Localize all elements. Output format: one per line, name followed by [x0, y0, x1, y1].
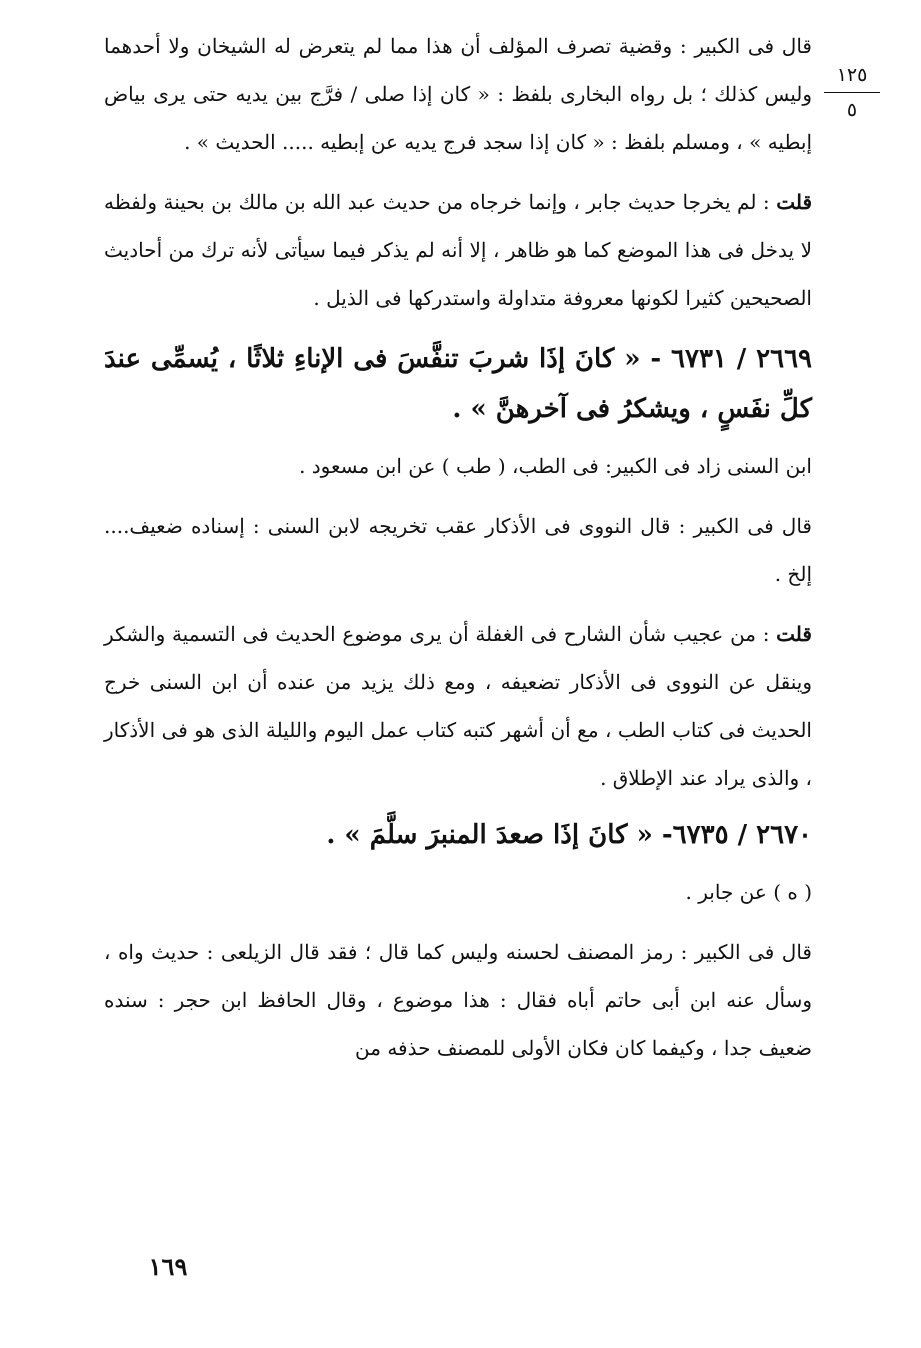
page-number: ١٦٩	[148, 1252, 188, 1281]
source-line-1: ابن السنى زاد فى الكبير: فى الطب، ( طب ) عن ابن مسعود .	[299, 454, 812, 478]
qult-text: : لم يخرجا حديث جابر ، وإنما خرجاه من حديث عبد الله بن مالك بن بحينة ولفظه لا يدخل فى هذا الموضع كما هو ظاهر ، إلا أنه لم يذكر فيما سيأتى لأنه ترك من أحاديث الصحيحين كثيرا لكونها معروفة متداولة واستدركها فى الذيل .	[104, 190, 812, 310]
margin-rule	[824, 92, 880, 93]
source-line-2: ( ه ) عن جابر .	[685, 880, 812, 904]
commentary-paragraph-2: قال فى الكبير : قال النووى فى الأذكار عقب تخريجه لابن السنى : إسناده ضعيف.... إلخ .	[104, 514, 812, 586]
qult-text: : من عجيب شأن الشارح فى الغفلة أن يرى موضوع الحديث فى التسمية والشكر وينقل عن النووى فى الأذكار تضعيفه ، ومع ذلك يزيد من عنده أن ابن السنى خرج الحديث فى كتاب الطب ، مع أن أشهر كتبه كتاب عمل اليوم والليلة الذى هو فى الأذكار ، والذى يراد عند الإطلاق .	[104, 622, 812, 790]
qult-label: قلت	[776, 190, 813, 214]
margin-ref-bottom: ٥	[846, 99, 858, 121]
qult-paragraph-2	[104, 610, 812, 802]
qult-paragraph-1	[104, 178, 812, 322]
commentary-paragraph-3: قال فى الكبير : رمز المصنف لحسنه وليس كما قال ؛ فقد قال الزيلعى : حديث واه ، وسأل عنه ابن أبى حاتم أباه فقال : هذا موضوع ، وقال الحافظ ابن حجر : سنده ضعيف جدا ، وكيفما كان فكان الأولى للمصنف حذفه من	[104, 940, 812, 1060]
margin-reference	[824, 62, 880, 123]
hadith-2670: ٢٦٧٠ / ٦٧٣٥- « كانَ إذَا صعدَ المنبرَ سلَّمَ » .	[326, 820, 812, 850]
commentary-paragraph-1: قال فى الكبير : وقضية تصرف المؤلف أن هذا مما لم يتعرض له الشيخان ولا أحدهما وليس كذلك ؛ بل رواه البخارى بلفظ : « كان إذا صلى / فرَّج بين يديه حتى يرى بياض إبطيه » ، ومسلم بلفظ : « كان إذا سجد فرج يديه عن إبطيه ..... الحديث » .	[104, 34, 812, 154]
main-text	[104, 22, 812, 1072]
hadith-2669: ٢٦٦٩ / ٦٧٣١ - « كانَ إذَا شربَ تنفَّسَ فى الإناءِ ثلاثًا ، يُسمِّى عندَ كلِّ نفَسٍ ، ويشكرُ فى آخرهنَّ » .	[104, 344, 812, 424]
margin-ref-top: ١٢٥	[836, 64, 868, 86]
qult-label: قلت	[776, 622, 812, 646]
